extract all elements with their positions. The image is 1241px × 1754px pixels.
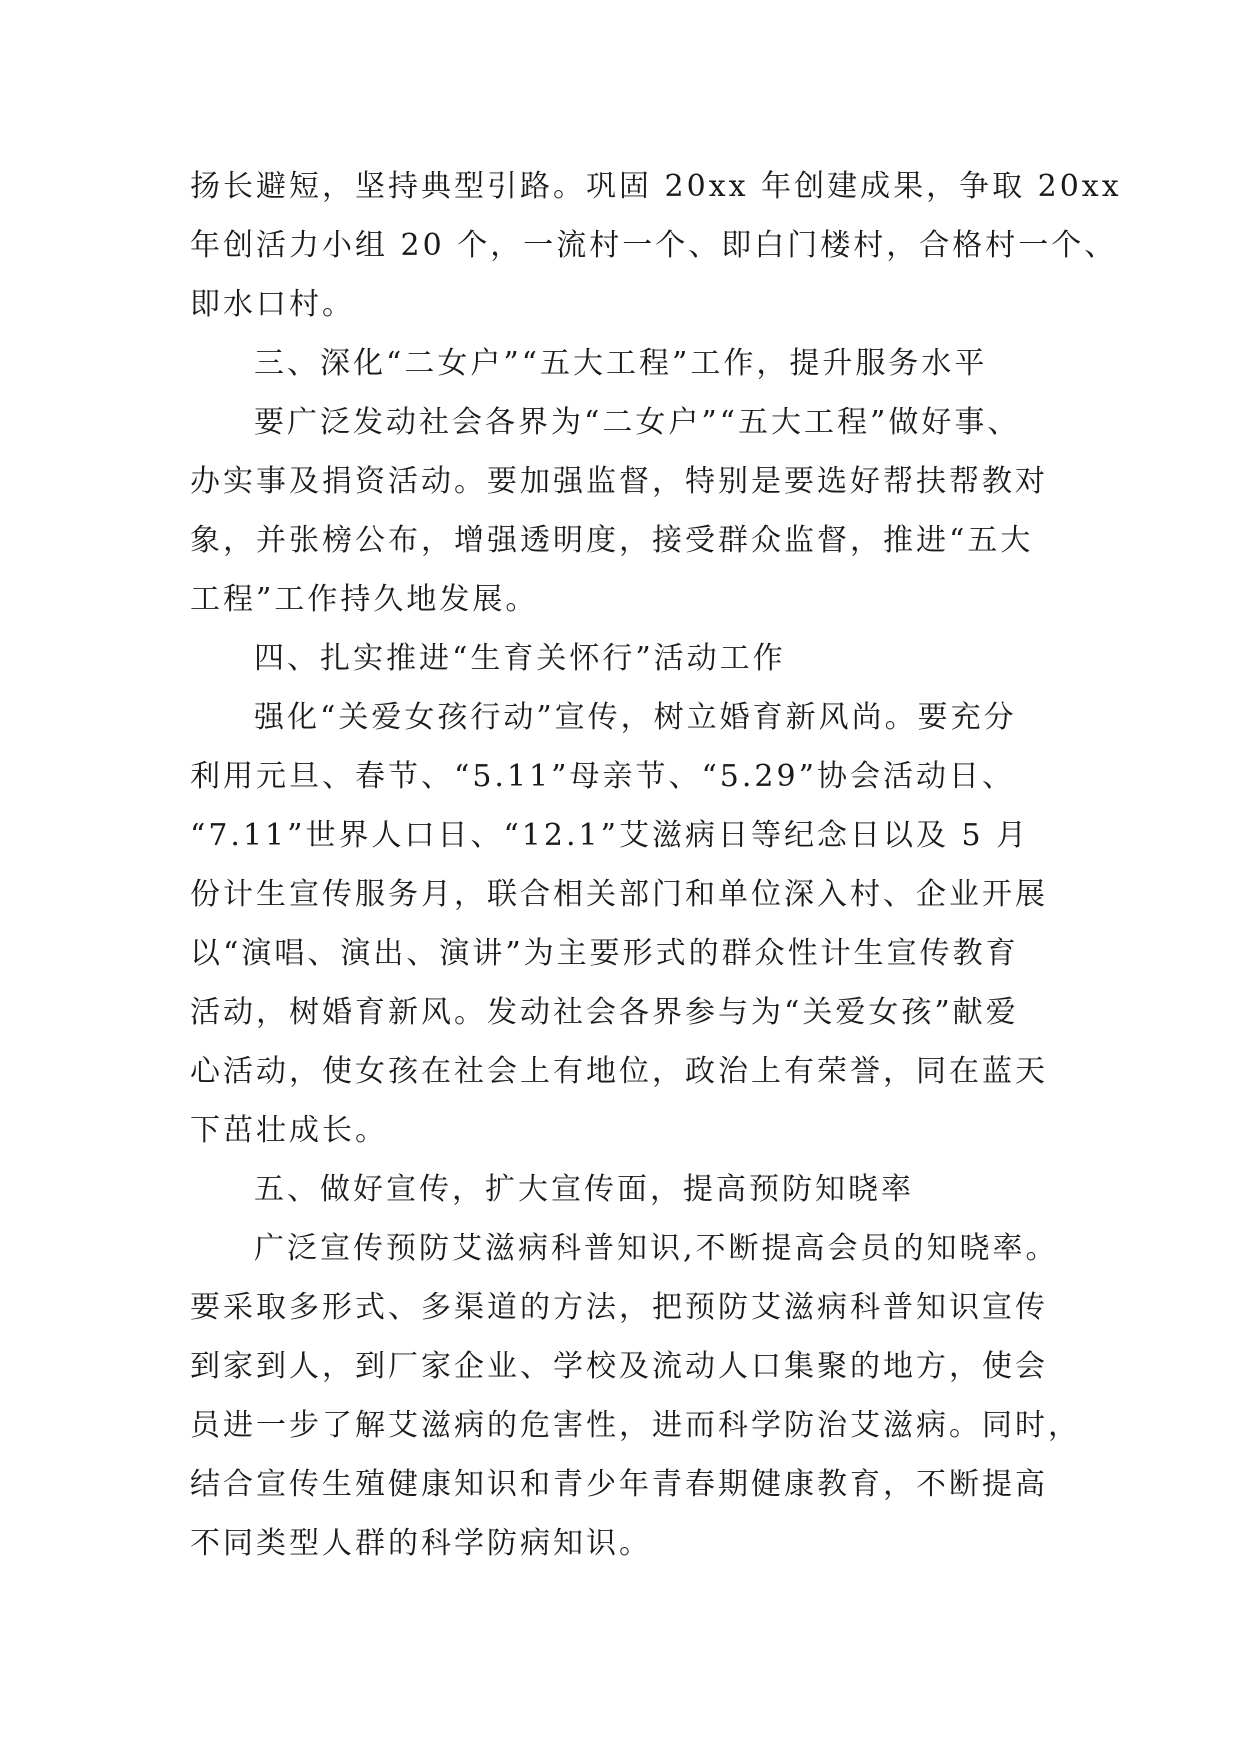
body-text-line: 活动，树婚育新风。发动社会各界参与为“关爱女孩”献爱 [190,995,1019,1030]
body-text-line: 象，并张榜公布，增强透明度，接受群众监督，推进“五大 [190,523,1034,558]
body-text-line: 扬长避短，坚持典型引路。巩固 20xx 年创建成果，争取 20xx [190,169,1122,204]
body-text-line: 强化“关爱女孩行动”宣传，树立婚育新风尚。要充分 [254,700,1017,735]
body-text-line: 结合宣传生殖健康知识和青少年青春期健康教育，不断提高 [190,1467,1048,1502]
document-body [190,157,1122,1573]
body-text-line: 要采取多形式、多渠道的方法，把预防艾滋病科普知识宣传 [190,1290,1048,1325]
body-text-line: 利用元旦、春节、“5.11”母亲节、“5.29”协会活动日、 [190,759,1015,794]
section-heading-5: 五、做好宣传，扩大宣传面，提高预防知晓率 [254,1172,914,1207]
body-text-line: 年创活力小组 20 个，一流村一个、即白门楼村，合格村一个、 [190,228,1118,263]
body-text-line: 到家到人，到厂家企业、学校及流动人口集聚的地方，使会 [190,1349,1048,1384]
body-text-line: 工程”工作持久地发展。 [190,582,539,617]
body-text-line: 不同类型人群的科学防病知识。 [190,1526,652,1561]
body-text-line: 即水口村。 [190,287,355,322]
body-text-line: “7.11”世界人口日、“12.1”艾滋病日等纪念日以及 5 月 [190,818,1030,853]
section-heading-3: 三、深化“二女户”“五大工程”工作，提升服务水平 [254,346,988,381]
body-text-line: 办实事及捐资活动。要加强监督，特别是要选好帮扶帮教对 [190,464,1048,499]
body-text-line: 份计生宣传服务月，联合相关部门和单位深入村、企业开展 [190,877,1048,912]
body-text-line: 下茁壮成长。 [190,1113,388,1148]
body-text-line: 要广泛发动社会各界为“二女户”“五大工程”做好事、 [254,405,1021,440]
body-text-line: 心活动，使女孩在社会上有地位，政治上有荣誉，同在蓝天 [190,1054,1048,1089]
body-text-line: 以“演唱、演出、演讲”为主要形式的群众性计生宣传教育 [190,936,1019,971]
section-heading-4: 四、扎实推进“生育关怀行”活动工作 [254,641,786,676]
body-text-line: 员进一步了解艾滋病的危害性，进而科学防治艾滋病。同时， [190,1408,1081,1443]
body-text-line: 广泛宣传预防艾滋病科普知识,不断提高会员的知晓率。 [254,1231,1059,1266]
